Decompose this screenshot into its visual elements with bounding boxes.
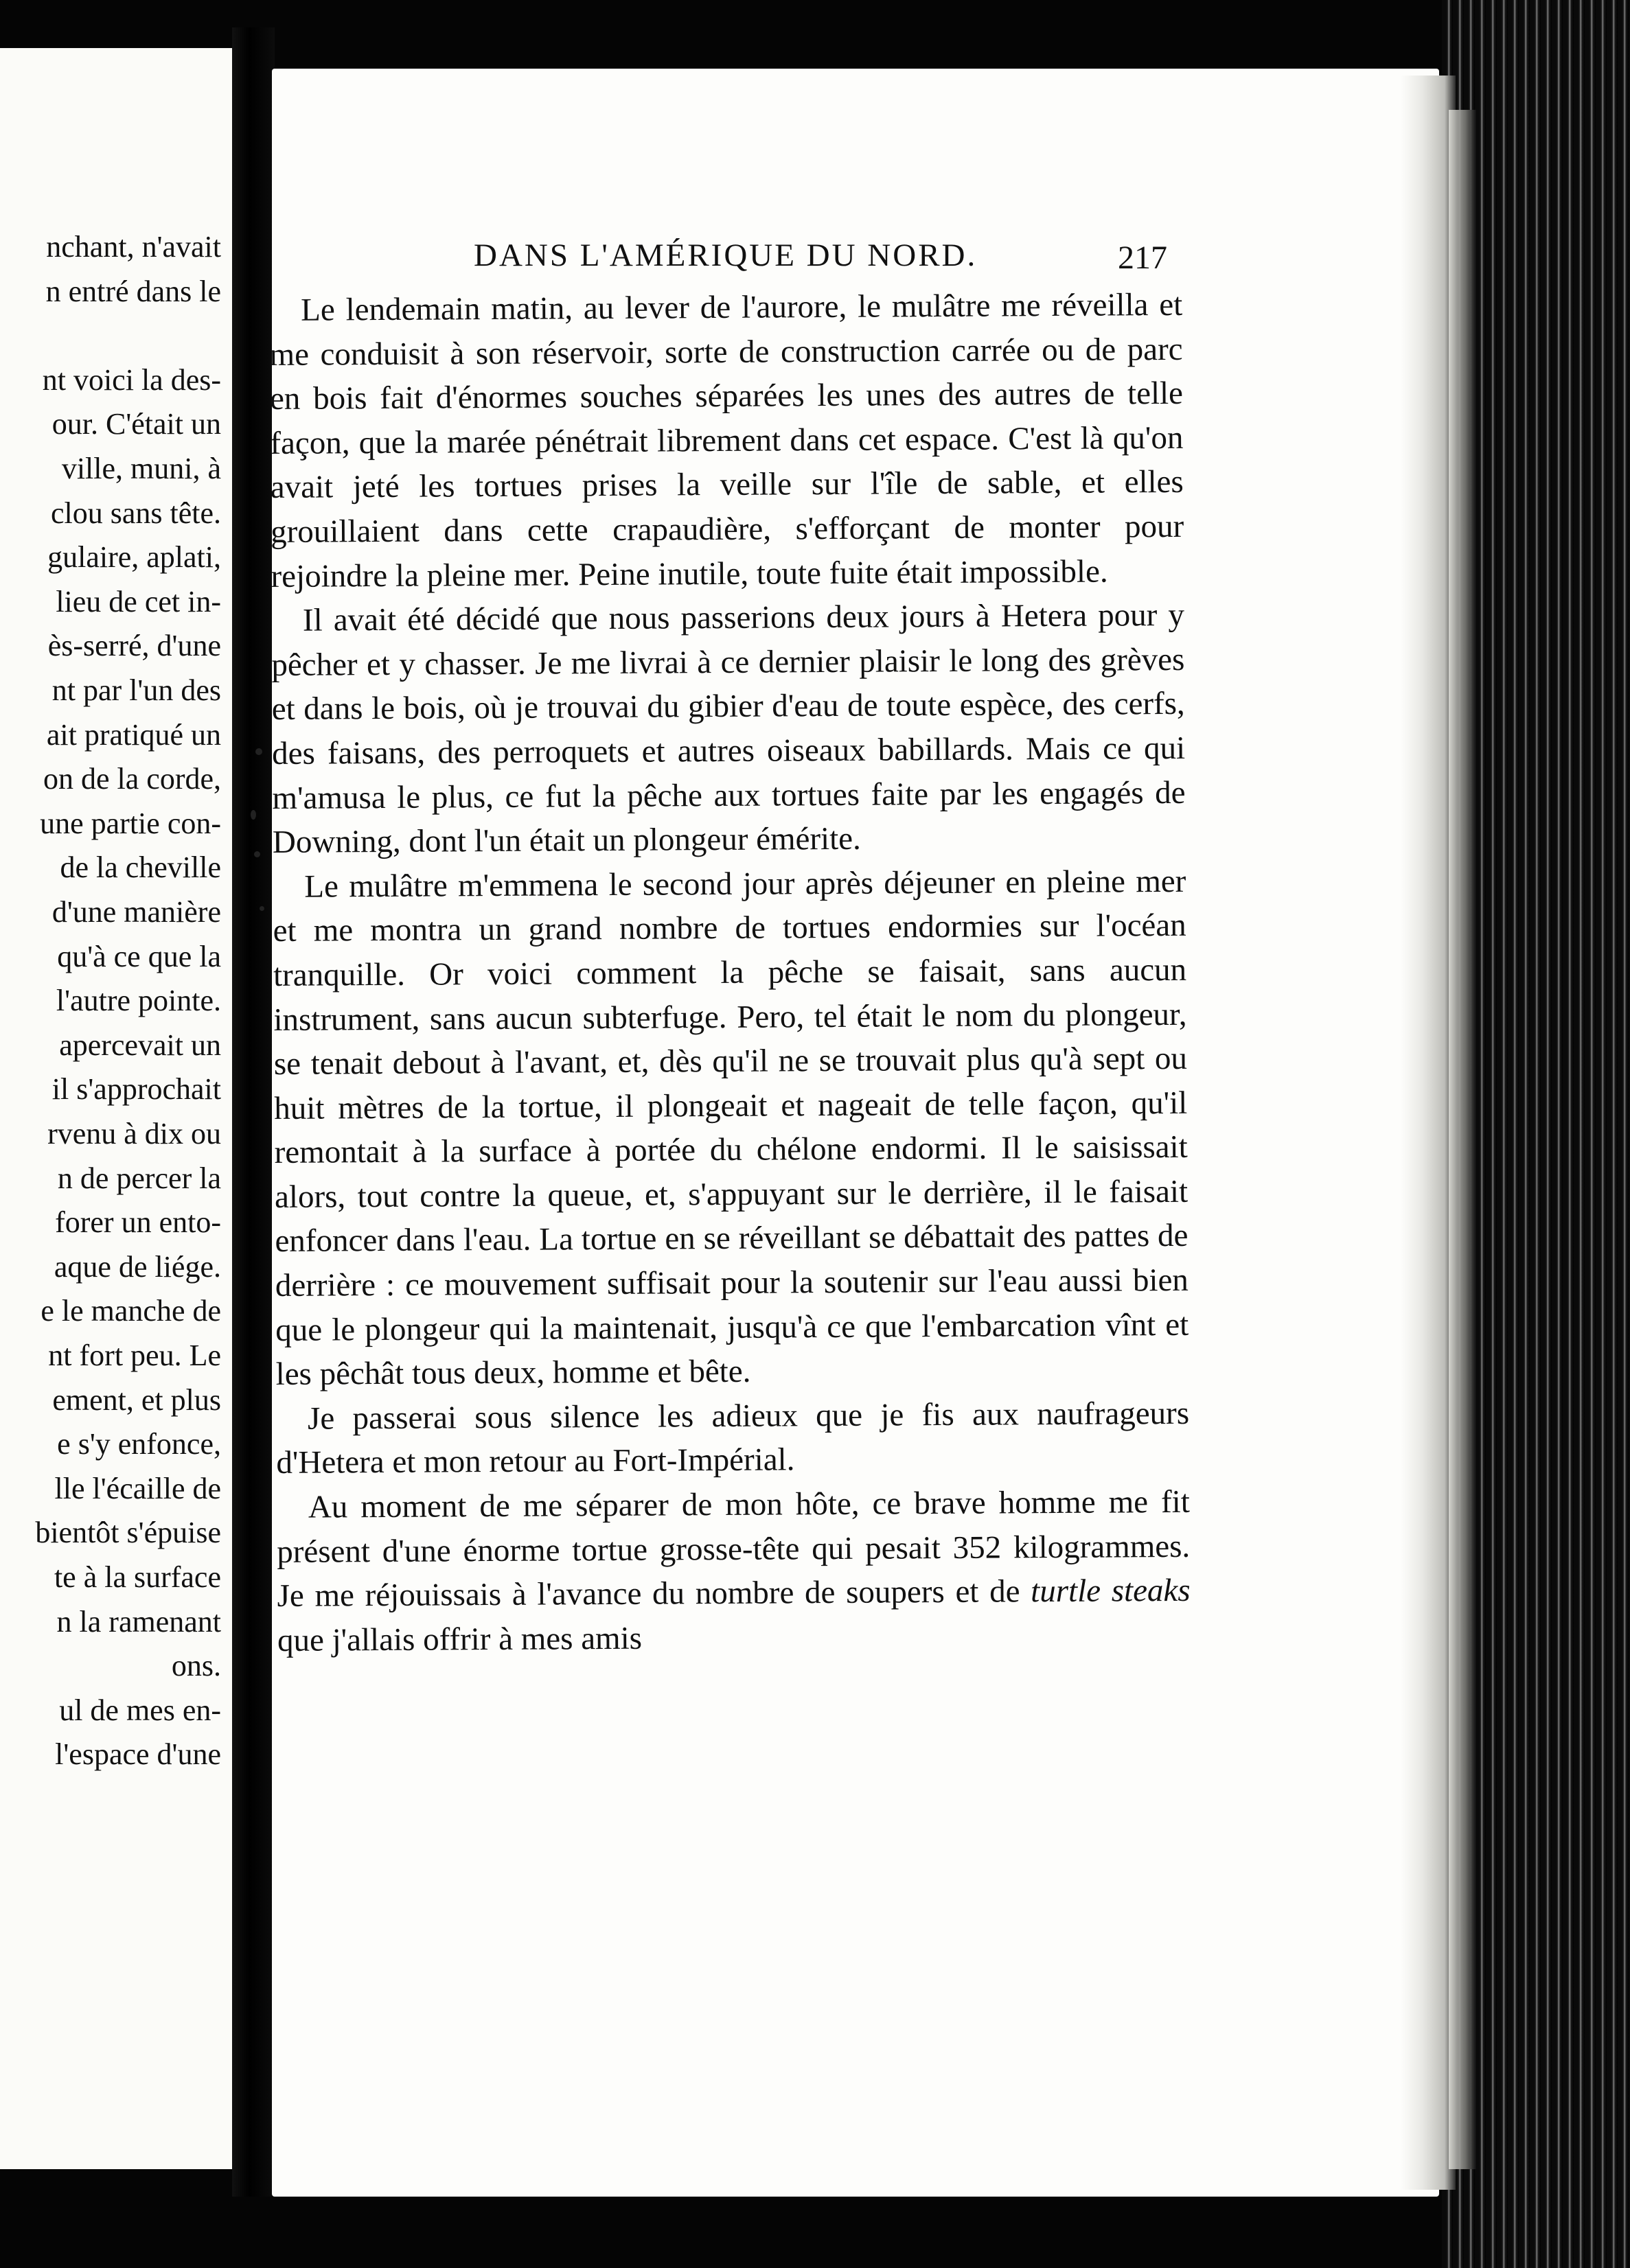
left-page-line: l'espace d'une xyxy=(55,1737,221,1772)
paragraph: Je passerai sous silence les adieux que je fis aux naufrageurs d'Hetera et mon retour au Fort-Impérial. xyxy=(276,1395,1190,1481)
left-page-line: ul de mes en- xyxy=(59,1693,221,1727)
paragraph xyxy=(277,1480,1191,1663)
left-page-line: n la ramenant xyxy=(56,1604,221,1639)
left-page-line: e le manche de xyxy=(41,1294,221,1328)
left-page-line: te à la surface xyxy=(54,1560,221,1594)
italic-term: turtle steaks xyxy=(1031,1573,1191,1610)
left-page-line: on de la corde, xyxy=(43,762,221,796)
left-page-line: ait pratiqué un xyxy=(46,717,221,752)
text-run: Au moment de me séparer de mon hôte, ce brave homme me fit présent d'une énorme tortue grosse-tête qui pesait 352 kilogrammes. Je me réjouissais à l'avance du nombre de soupers et de xyxy=(277,1483,1191,1615)
left-page-line: nt voici la des- xyxy=(42,362,221,397)
left-page-line: l'autre pointe. xyxy=(56,984,221,1018)
left-page-line: n entré dans le xyxy=(45,274,221,308)
left-page-line: our. C'était un xyxy=(51,407,221,441)
paragraph: Le mulâtre m'emmena le second jour après déjeuner en pleine mer et me montra un grand nombre de tortues endormies sur l'océan tranquille. Or voici comment la pêche se faisait, sans aucun instrument, sans aucun subterfuge. Pero, tel était le nom du plongeur, se tenait debout à l'avant, et, dès qu'il ne se trouvait plus qu'à sept ou huit mètres de la tortue, il plongeait et nageait de telle façon, qu'il remontait à la surface à portée du chélone endormi. Il le saisissait alors, tout contre la queue, et, s'appuyant sur le derrière, il le faisait enfoncer dans l'eau. La tortue en se réveillant se débattait des pattes de derrière : ce mouvement suffisait pour la soutenir sur l'eau aussi bien que le plongeur qui la maintenait, jusqu'à ce que l'embarcation vînt et les pêchât tous deux, homme et bête. xyxy=(273,863,1189,1393)
left-page-line: e s'y enfonce, xyxy=(57,1427,221,1461)
scan-speck xyxy=(260,906,264,911)
left-page-line: lle l'écaille de xyxy=(54,1471,221,1505)
running-header: DANS L'AMÉRIQUE DU NORD. xyxy=(474,238,978,273)
left-page-line: d'une manière xyxy=(51,895,221,929)
left-page-line: lieu de cet in- xyxy=(56,584,221,618)
left-page-line: aque de liége. xyxy=(54,1249,221,1284)
page-edge-shadow xyxy=(1401,76,1456,2190)
left-page-line: clou sans tête. xyxy=(50,496,221,530)
text-run: que j'allais offrir à mes amis xyxy=(277,1620,643,1658)
body-text xyxy=(269,283,1191,1663)
left-page-line: ès-serré, d'une xyxy=(47,629,221,663)
left-page-line: nt par l'un des xyxy=(51,673,221,707)
left-page-line: il s'approchait xyxy=(51,1072,221,1107)
book-gutter xyxy=(232,27,275,2197)
left-page xyxy=(0,48,233,2169)
left-page-line: qu'à ce que la xyxy=(57,939,221,973)
left-page-line: ville, muni, à xyxy=(61,452,221,485)
left-page-line: n de percer la xyxy=(57,1161,221,1195)
scan-speck xyxy=(251,810,256,820)
scan-speck xyxy=(254,851,260,857)
left-page-line: ons. xyxy=(171,1649,221,1683)
left-page-line: une partie con- xyxy=(40,806,221,840)
left-page-line: bientôt s'épuise xyxy=(35,1516,221,1550)
page-number: 217 xyxy=(1118,240,1167,276)
paragraph: Il avait été décidé que nous passerions deux jours à Hetera pour y pêcher et y chasser. Je me livrai à ce dernier plaisir le long des grèves et dans le bois, où je trouvai du gibier d'eau de toute espèce, des cerfs, des faisans, des perroquets et autres oiseaux babillards. Mais ce qui m'amusa le plus, ce fut la pêche aux tortues faite par les engagés de Downing, dont l'un était un plongeur émérite. xyxy=(271,597,1186,861)
left-page-line: ement, et plus xyxy=(52,1382,221,1417)
fore-edge-highlight xyxy=(1449,110,1476,2169)
left-page-line: forer un ento- xyxy=(55,1205,221,1240)
left-page-line: rvenu à dix ou xyxy=(47,1117,221,1150)
scan-speck xyxy=(255,748,262,755)
left-page-line: nchant, n'avait xyxy=(46,230,221,264)
paragraph: Le lendemain matin, au lever de l'aurore, le mulâtre me réveilla et me conduisit à son réservoir, sorte de construction carrée ou de parc en bois fait d'énormes souches séparées les unes des autres de telle façon, que la marée pénétrait librement dans cet espace. C'est là qu'on avait jeté les tortues prises la veille sur l'île de sable, et elles grouillaient dans cette crapaudière, s'efforçant de monter pour rejoindre la pleine mer. Peine inutile, toute fuite était impossible. xyxy=(269,286,1184,594)
left-page-line: apercevait un xyxy=(59,1028,221,1062)
left-page-line: gulaire, aplati, xyxy=(47,540,221,575)
left-page-line: de la cheville xyxy=(60,850,221,885)
left-page-line: nt fort peu. Le xyxy=(48,1339,221,1372)
